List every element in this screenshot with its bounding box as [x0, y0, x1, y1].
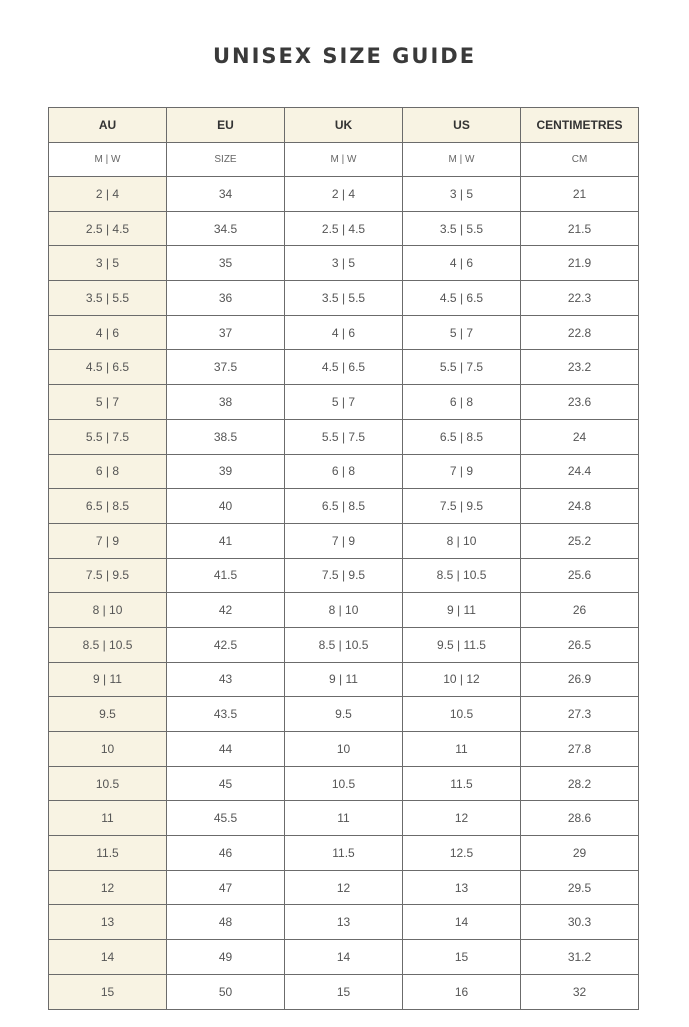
cell-cm: 21 — [521, 177, 639, 212]
cell-us: 6.5 | 8.5 — [403, 419, 521, 454]
cell-eu: 41 — [167, 523, 285, 558]
cell-us: 13 — [403, 870, 521, 905]
table-row — [49, 489, 639, 524]
cell-au: 3 | 5 — [49, 246, 167, 281]
column-header-au: AU — [49, 108, 167, 143]
cell-eu: 34 — [167, 177, 285, 212]
cell-us: 11 — [403, 732, 521, 767]
cell-us: 5.5 | 7.5 — [403, 350, 521, 385]
cell-uk: 7.5 | 9.5 — [285, 558, 403, 593]
cell-eu: 45.5 — [167, 801, 285, 836]
cell-us: 8.5 | 10.5 — [403, 558, 521, 593]
cell-uk: 11 — [285, 801, 403, 836]
cell-cm: 29.5 — [521, 870, 639, 905]
cell-eu: 35 — [167, 246, 285, 281]
cell-au: 7.5 | 9.5 — [49, 558, 167, 593]
cell-uk: 14 — [285, 940, 403, 975]
cell-cm: 26.5 — [521, 627, 639, 662]
cell-uk: 12 — [285, 870, 403, 905]
subheader-au: M | W — [49, 143, 167, 177]
cell-uk: 6.5 | 8.5 — [285, 489, 403, 524]
cell-cm: 30.3 — [521, 905, 639, 940]
table-row — [49, 350, 639, 385]
cell-au: 10 — [49, 732, 167, 767]
cell-eu: 42.5 — [167, 627, 285, 662]
cell-au: 15 — [49, 974, 167, 1009]
cell-cm: 24 — [521, 419, 639, 454]
cell-us: 6 | 8 — [403, 385, 521, 420]
cell-uk: 9.5 — [285, 697, 403, 732]
cell-au: 2.5 | 4.5 — [49, 211, 167, 246]
table-row — [49, 593, 639, 628]
cell-uk: 3.5 | 5.5 — [285, 281, 403, 316]
cell-cm: 27.8 — [521, 732, 639, 767]
cell-uk: 9 | 11 — [285, 662, 403, 697]
table-row — [49, 766, 639, 801]
subheader-uk: M | W — [285, 143, 403, 177]
cell-us: 9 | 11 — [403, 593, 521, 628]
cell-cm: 32 — [521, 974, 639, 1009]
cell-eu: 45 — [167, 766, 285, 801]
cell-us: 3 | 5 — [403, 177, 521, 212]
table-row — [49, 211, 639, 246]
cell-uk: 7 | 9 — [285, 523, 403, 558]
cell-us: 7 | 9 — [403, 454, 521, 489]
cell-us: 12 — [403, 801, 521, 836]
cell-cm: 27.3 — [521, 697, 639, 732]
cell-cm: 28.2 — [521, 766, 639, 801]
cell-cm: 22.3 — [521, 281, 639, 316]
cell-us: 9.5 | 11.5 — [403, 627, 521, 662]
cell-eu: 37 — [167, 315, 285, 350]
table-row — [49, 801, 639, 836]
cell-us: 4 | 6 — [403, 246, 521, 281]
cell-uk: 3 | 5 — [285, 246, 403, 281]
cell-eu: 41.5 — [167, 558, 285, 593]
table-row — [49, 732, 639, 767]
cell-eu: 44 — [167, 732, 285, 767]
cell-eu: 38.5 — [167, 419, 285, 454]
subheader-us: M | W — [403, 143, 521, 177]
cell-cm: 22.8 — [521, 315, 639, 350]
cell-us: 7.5 | 9.5 — [403, 489, 521, 524]
cell-eu: 39 — [167, 454, 285, 489]
table-row — [49, 385, 639, 420]
cell-au: 9.5 — [49, 697, 167, 732]
subheader-row — [49, 143, 639, 177]
cell-au: 12 — [49, 870, 167, 905]
cell-au: 14 — [49, 940, 167, 975]
cell-au: 7 | 9 — [49, 523, 167, 558]
cell-us: 8 | 10 — [403, 523, 521, 558]
cell-cm: 31.2 — [521, 940, 639, 975]
column-header-uk: UK — [285, 108, 403, 143]
column-header-centimetres: CENTIMETRES — [521, 108, 639, 143]
cell-au: 6.5 | 8.5 — [49, 489, 167, 524]
cell-us: 16 — [403, 974, 521, 1009]
cell-au: 4.5 | 6.5 — [49, 350, 167, 385]
cell-us: 10 | 12 — [403, 662, 521, 697]
cell-cm: 25.6 — [521, 558, 639, 593]
cell-eu: 34.5 — [167, 211, 285, 246]
cell-cm: 29 — [521, 836, 639, 871]
column-header-us: US — [403, 108, 521, 143]
cell-eu: 42 — [167, 593, 285, 628]
cell-cm: 23.6 — [521, 385, 639, 420]
table-row — [49, 905, 639, 940]
cell-uk: 4.5 | 6.5 — [285, 350, 403, 385]
subheader-eu: SIZE — [167, 143, 285, 177]
cell-uk: 8.5 | 10.5 — [285, 627, 403, 662]
cell-au: 6 | 8 — [49, 454, 167, 489]
table-row — [49, 246, 639, 281]
cell-uk: 13 — [285, 905, 403, 940]
size-rows — [49, 177, 639, 1010]
header-row — [49, 108, 639, 143]
cell-cm: 24.8 — [521, 489, 639, 524]
cell-us: 11.5 — [403, 766, 521, 801]
cell-uk: 6 | 8 — [285, 454, 403, 489]
table-row — [49, 454, 639, 489]
cell-cm: 24.4 — [521, 454, 639, 489]
cell-eu: 43 — [167, 662, 285, 697]
cell-eu: 50 — [167, 974, 285, 1009]
cell-au: 9 | 11 — [49, 662, 167, 697]
cell-uk: 2.5 | 4.5 — [285, 211, 403, 246]
table-row — [49, 523, 639, 558]
cell-eu: 37.5 — [167, 350, 285, 385]
cell-us: 15 — [403, 940, 521, 975]
cell-uk: 15 — [285, 974, 403, 1009]
cell-cm: 21.5 — [521, 211, 639, 246]
cell-us: 5 | 7 — [403, 315, 521, 350]
cell-au: 5 | 7 — [49, 385, 167, 420]
cell-au: 2 | 4 — [49, 177, 167, 212]
cell-uk: 11.5 — [285, 836, 403, 871]
table-row — [49, 281, 639, 316]
size-guide-table — [48, 107, 639, 1010]
cell-au: 13 — [49, 905, 167, 940]
cell-eu: 43.5 — [167, 697, 285, 732]
cell-au: 4 | 6 — [49, 315, 167, 350]
cell-eu: 47 — [167, 870, 285, 905]
table-row — [49, 627, 639, 662]
cell-uk: 5 | 7 — [285, 385, 403, 420]
table-row — [49, 419, 639, 454]
column-header-eu: EU — [167, 108, 285, 143]
cell-us: 10.5 — [403, 697, 521, 732]
subheader-centimetres: CM — [521, 143, 639, 177]
cell-eu: 48 — [167, 905, 285, 940]
cell-au: 11.5 — [49, 836, 167, 871]
cell-au: 8 | 10 — [49, 593, 167, 628]
cell-uk: 5.5 | 7.5 — [285, 419, 403, 454]
cell-eu: 49 — [167, 940, 285, 975]
cell-au: 5.5 | 7.5 — [49, 419, 167, 454]
cell-uk: 4 | 6 — [285, 315, 403, 350]
cell-cm: 21.9 — [521, 246, 639, 281]
cell-eu: 36 — [167, 281, 285, 316]
table-row — [49, 974, 639, 1009]
cell-us: 3.5 | 5.5 — [403, 211, 521, 246]
cell-au: 8.5 | 10.5 — [49, 627, 167, 662]
cell-us: 14 — [403, 905, 521, 940]
cell-uk: 10 — [285, 732, 403, 767]
cell-cm: 25.2 — [521, 523, 639, 558]
table-row — [49, 836, 639, 871]
cell-eu: 40 — [167, 489, 285, 524]
cell-cm: 28.6 — [521, 801, 639, 836]
cell-uk: 8 | 10 — [285, 593, 403, 628]
cell-eu: 38 — [167, 385, 285, 420]
cell-au: 3.5 | 5.5 — [49, 281, 167, 316]
cell-cm: 26.9 — [521, 662, 639, 697]
table-row — [49, 558, 639, 593]
cell-uk: 2 | 4 — [285, 177, 403, 212]
cell-au: 11 — [49, 801, 167, 836]
page-title: UNISEX SIZE GUIDE — [212, 44, 477, 68]
cell-cm: 23.2 — [521, 350, 639, 385]
table-row — [49, 870, 639, 905]
cell-au: 10.5 — [49, 766, 167, 801]
cell-us: 12.5 — [403, 836, 521, 871]
table-row — [49, 177, 639, 212]
cell-uk: 10.5 — [285, 766, 403, 801]
table-row — [49, 662, 639, 697]
cell-us: 4.5 | 6.5 — [403, 281, 521, 316]
cell-eu: 46 — [167, 836, 285, 871]
cell-cm: 26 — [521, 593, 639, 628]
table-row — [49, 315, 639, 350]
table-row — [49, 940, 639, 975]
table-row — [49, 697, 639, 732]
